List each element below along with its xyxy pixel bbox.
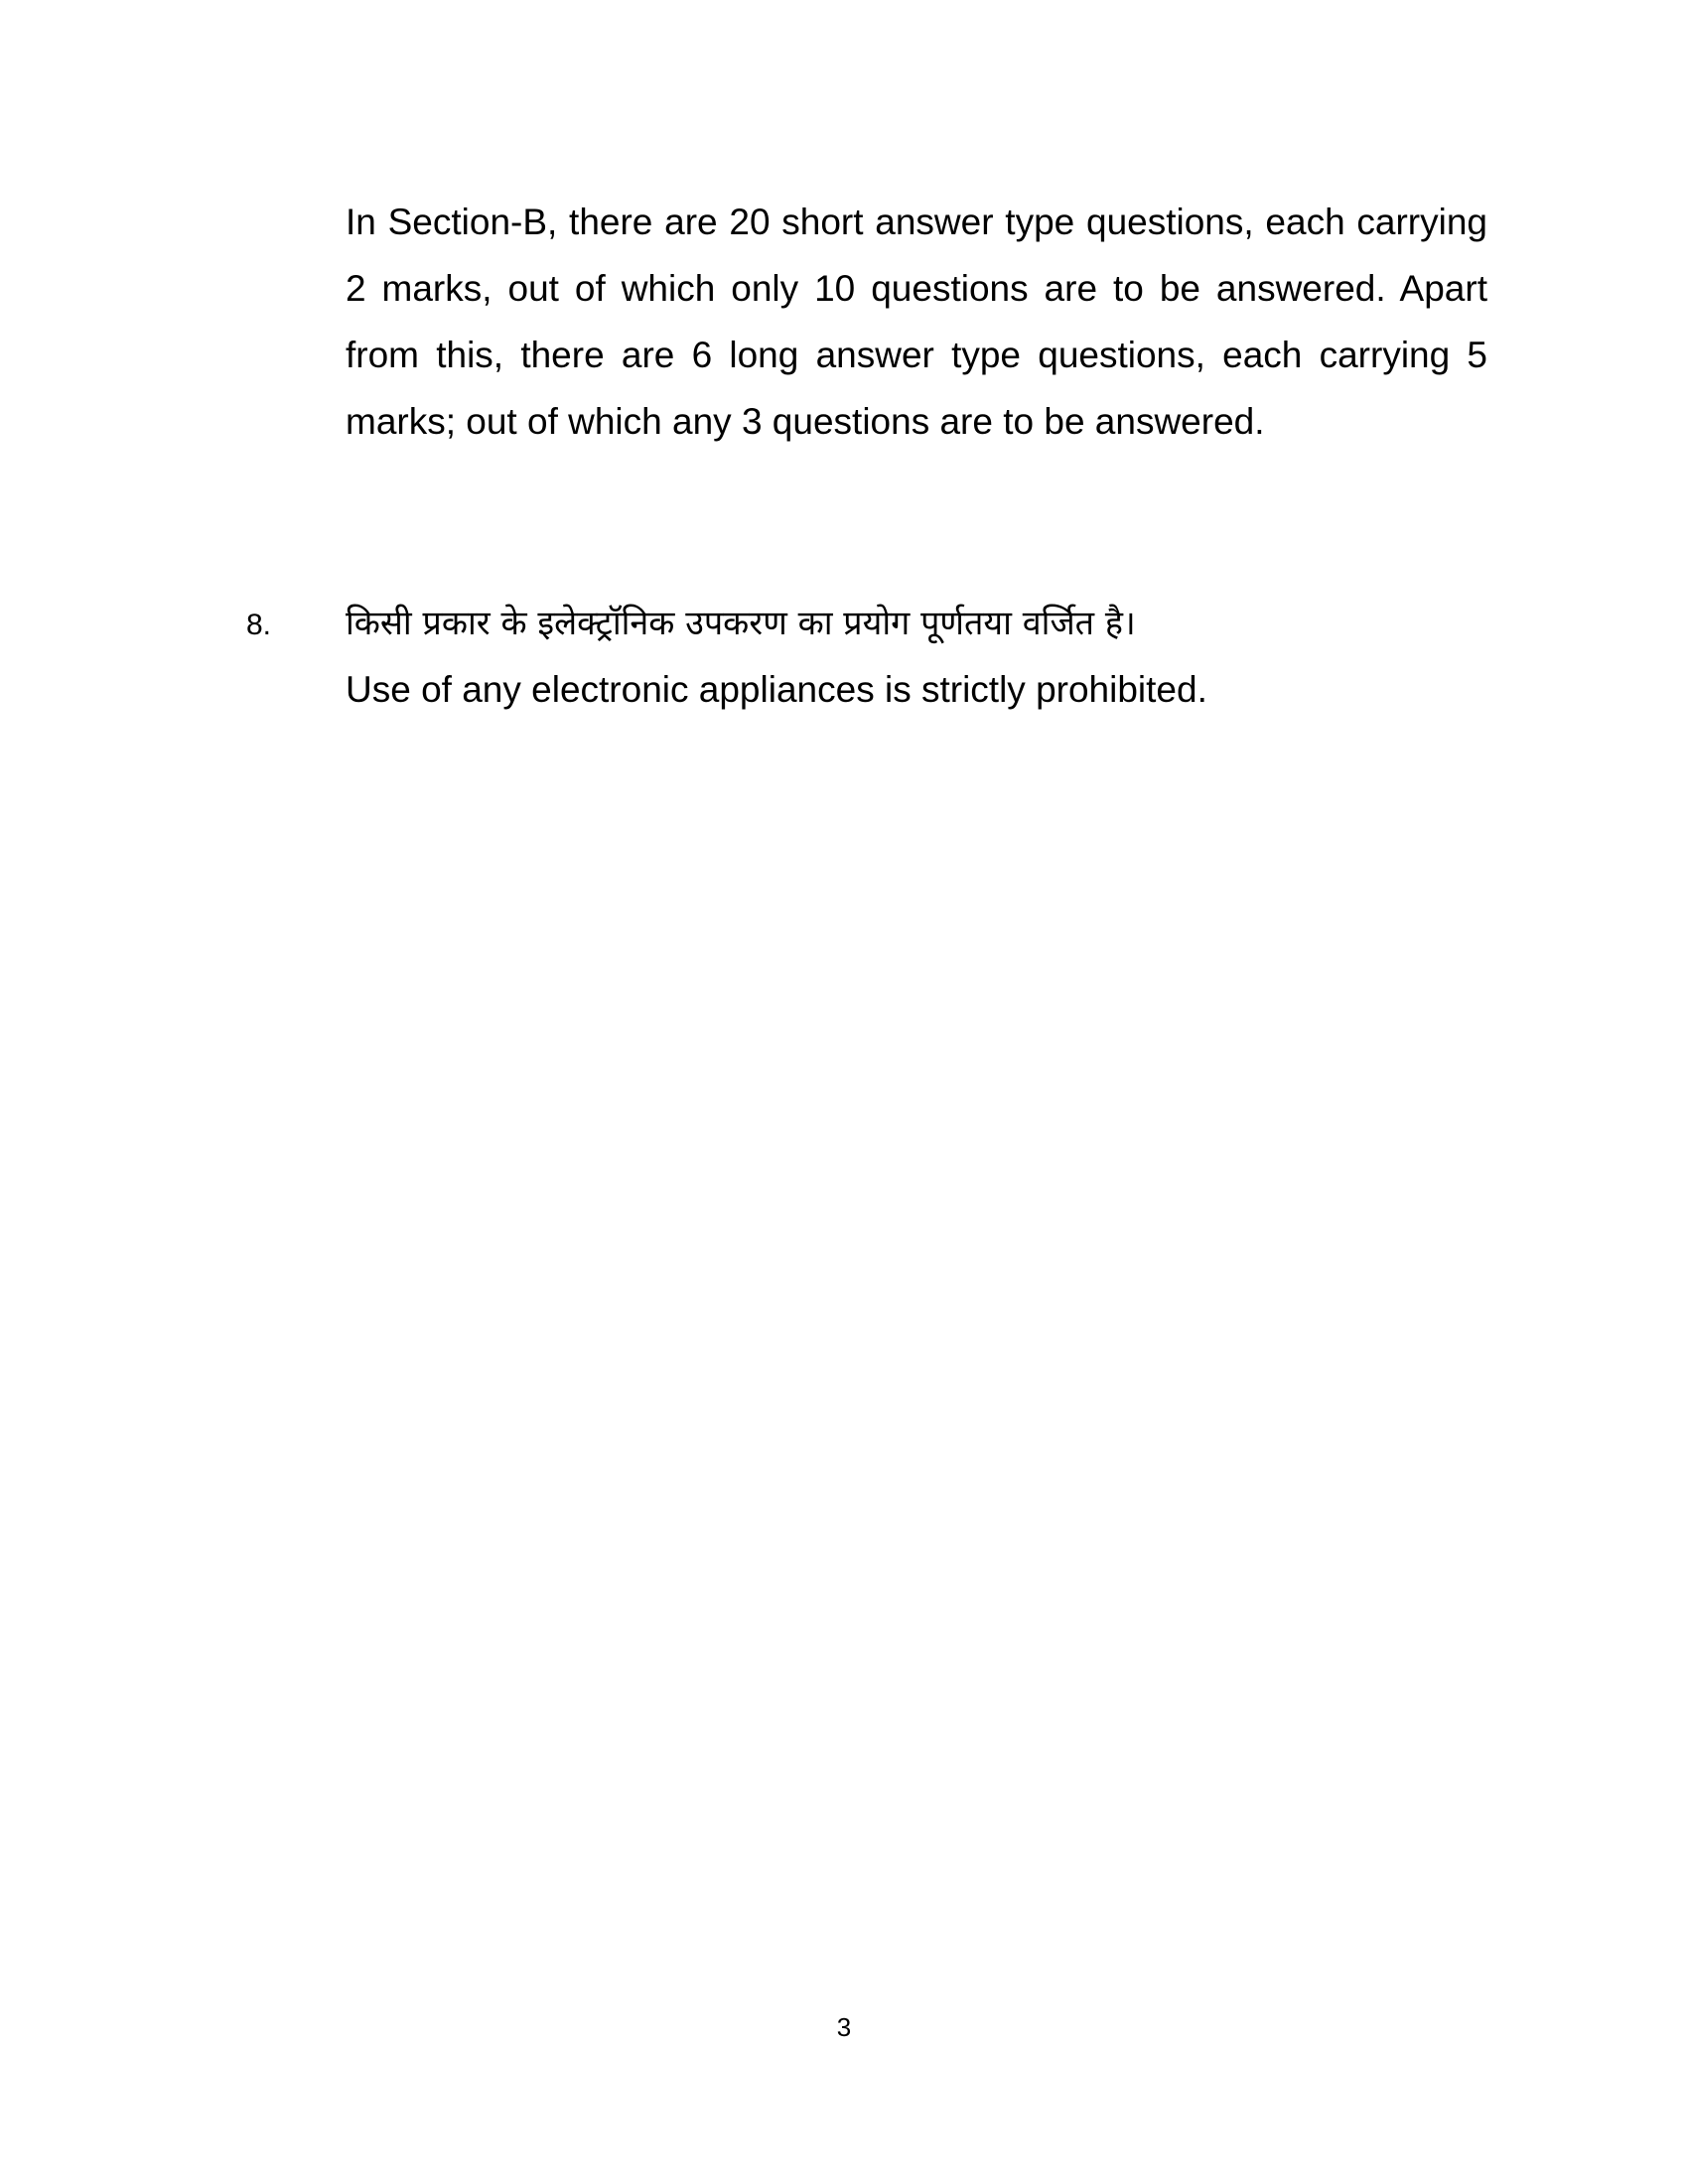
- instruction-number: 8.: [246, 609, 272, 641]
- page-number: 3: [836, 2012, 852, 2042]
- instruction-hindi-text: किसी प्रकार के इलेक्ट्रॉनिक उपकरण का प्रयोग पूर्णतया वर्जित है।: [346, 604, 1136, 643]
- instruction-english-text: Use of any electronic appliances is strictly prohibited.: [346, 669, 1207, 710]
- section-b-instructions-paragraph: In Section-B, there are 20 short answer type questions, each carrying 2 marks, out of which only 10 questions are to be answered. Apart from this, there are 6 long answer type questions, each carrying 5 marks; out of which any 3 questions are to be answered.: [346, 202, 1487, 442]
